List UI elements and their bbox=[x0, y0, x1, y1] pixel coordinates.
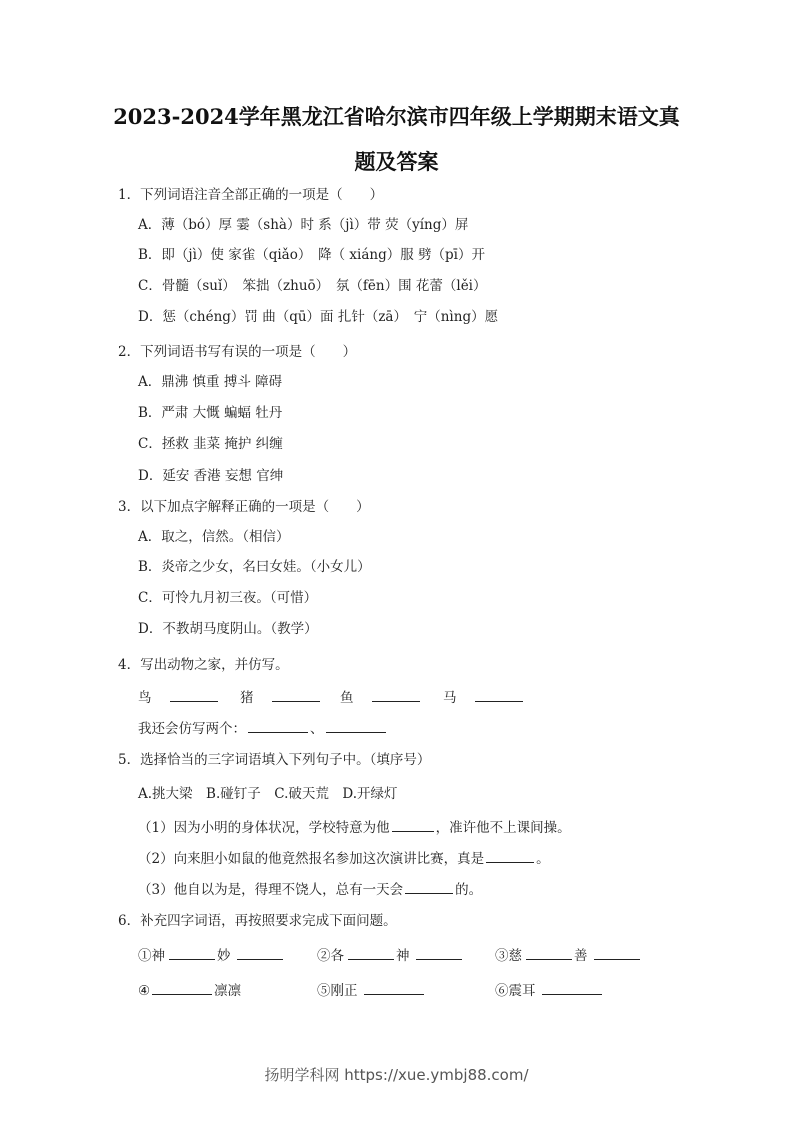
answer-blank[interactable] bbox=[475, 687, 523, 702]
q3-stem: 3．以下加点字解释正确的一项是（ ） bbox=[118, 499, 370, 515]
answer-blank[interactable] bbox=[372, 687, 420, 702]
q4-imitate-line: 我还会仿写两个： 、 bbox=[138, 718, 388, 739]
answer-blank[interactable] bbox=[326, 718, 386, 733]
answer-blank[interactable] bbox=[594, 945, 640, 960]
q2-stem: 2．下列词语书写有误的一项是（ ） bbox=[118, 344, 357, 360]
q5-sentence-2: （2）向来胆小如鼠的他竟然报名参加这次演讲比赛，真是 。 bbox=[138, 848, 550, 869]
q4-item-horse: 马 bbox=[443, 687, 525, 708]
answer-blank[interactable] bbox=[364, 980, 424, 995]
q5-stem: 5．选择恰当的三字词语填入下列句子中。（填序号） bbox=[118, 752, 431, 768]
q2-option-c: C．拯救 韭菜 掩护 纠缠 bbox=[138, 436, 283, 452]
q6-item-2: ②各 神 bbox=[317, 945, 464, 966]
answer-blank[interactable] bbox=[416, 945, 462, 960]
answer-blank[interactable] bbox=[152, 980, 212, 995]
q2-option-a: A．鼎沸 慎重 搏斗 障碍 bbox=[138, 374, 283, 390]
q2-option-d: D．延安 香港 妄想 官绅 bbox=[138, 468, 284, 484]
page-title-continued: 题及答案 bbox=[354, 149, 439, 174]
q4-stem: 4．写出动物之家，并仿写。 bbox=[118, 657, 289, 673]
q1-option-a: A．薄（bó）厚 霎（shà）时 系（jì）带 荧（yíng）屏 bbox=[138, 217, 469, 233]
q4-item-pig: 猪 bbox=[240, 687, 322, 708]
q6-item-6: ⑥震耳 bbox=[495, 980, 604, 1001]
answer-blank[interactable] bbox=[169, 945, 215, 960]
q2-option-b: B．严肃 大慨 蝙蝠 牡丹 bbox=[138, 405, 283, 421]
q3-option-c: C．可怜九月初三夜。（可惜） bbox=[138, 590, 318, 606]
footer-watermark: 扬明学科网 https://xue.ymbj88.com/ bbox=[264, 1066, 529, 1084]
q5-sentence-1: （1）因为小明的身体状况，学校特意为他 ，准许他不上课间操。 bbox=[138, 817, 571, 838]
answer-blank[interactable] bbox=[486, 848, 534, 863]
answer-blank[interactable] bbox=[170, 687, 218, 702]
answer-blank[interactable] bbox=[248, 718, 308, 733]
answer-blank[interactable] bbox=[542, 980, 602, 995]
answer-blank[interactable] bbox=[272, 687, 320, 702]
answer-blank[interactable] bbox=[237, 945, 283, 960]
q6-item-4: ④ 凛凛 bbox=[138, 980, 241, 1001]
page-title: 2023-2024学年黑龙江省哈尔滨市四年级上学期期末语文真 bbox=[113, 104, 680, 129]
answer-blank[interactable] bbox=[348, 945, 394, 960]
q5-sentence-3: （3）他自以为是，得理不饶人，总有一天会 的。 bbox=[138, 879, 482, 900]
q3-option-b: B．炎帝之少女，名曰女娃。（小女儿） bbox=[138, 559, 371, 575]
q6-stem: 6．补充四字词语，再按照要求完成下面问题。 bbox=[118, 913, 397, 929]
q3-option-d: D．不教胡马度阴山。（教学） bbox=[138, 621, 318, 637]
q6-item-5: ⑤刚正 bbox=[317, 980, 426, 1001]
q5-options: A.挑大梁 B.碰钉子 C.破天荒 D.开绿灯 bbox=[138, 786, 398, 802]
q6-item-1: ①神 妙 bbox=[138, 945, 285, 966]
q1-option-b: B．即（jì）使 家雀（qiǎo） 降（ xiáng）服 劈（pī）开 bbox=[138, 247, 485, 263]
q1-option-d: D．惩（chéng）罚 曲（qū）面 扎针（zā） 宁（nìng）愿 bbox=[138, 309, 499, 325]
q1-option-c: C．骨髓（suǐ） 笨拙（zhuō） 氛（fēn）围 花蕾（lěi） bbox=[138, 278, 487, 294]
answer-blank[interactable] bbox=[405, 879, 453, 894]
answer-blank[interactable] bbox=[526, 945, 572, 960]
q3-option-a: A．取之，信然。（相信） bbox=[138, 529, 290, 545]
q1-stem: 1．下列词语注音全部正确的一项是（ ） bbox=[118, 187, 384, 203]
answer-blank[interactable] bbox=[392, 817, 434, 832]
q4-item-fish: 鱼 bbox=[340, 687, 422, 708]
q4-item-bird: 鸟 bbox=[138, 687, 220, 708]
q6-item-3: ③慈 善 bbox=[495, 945, 642, 966]
